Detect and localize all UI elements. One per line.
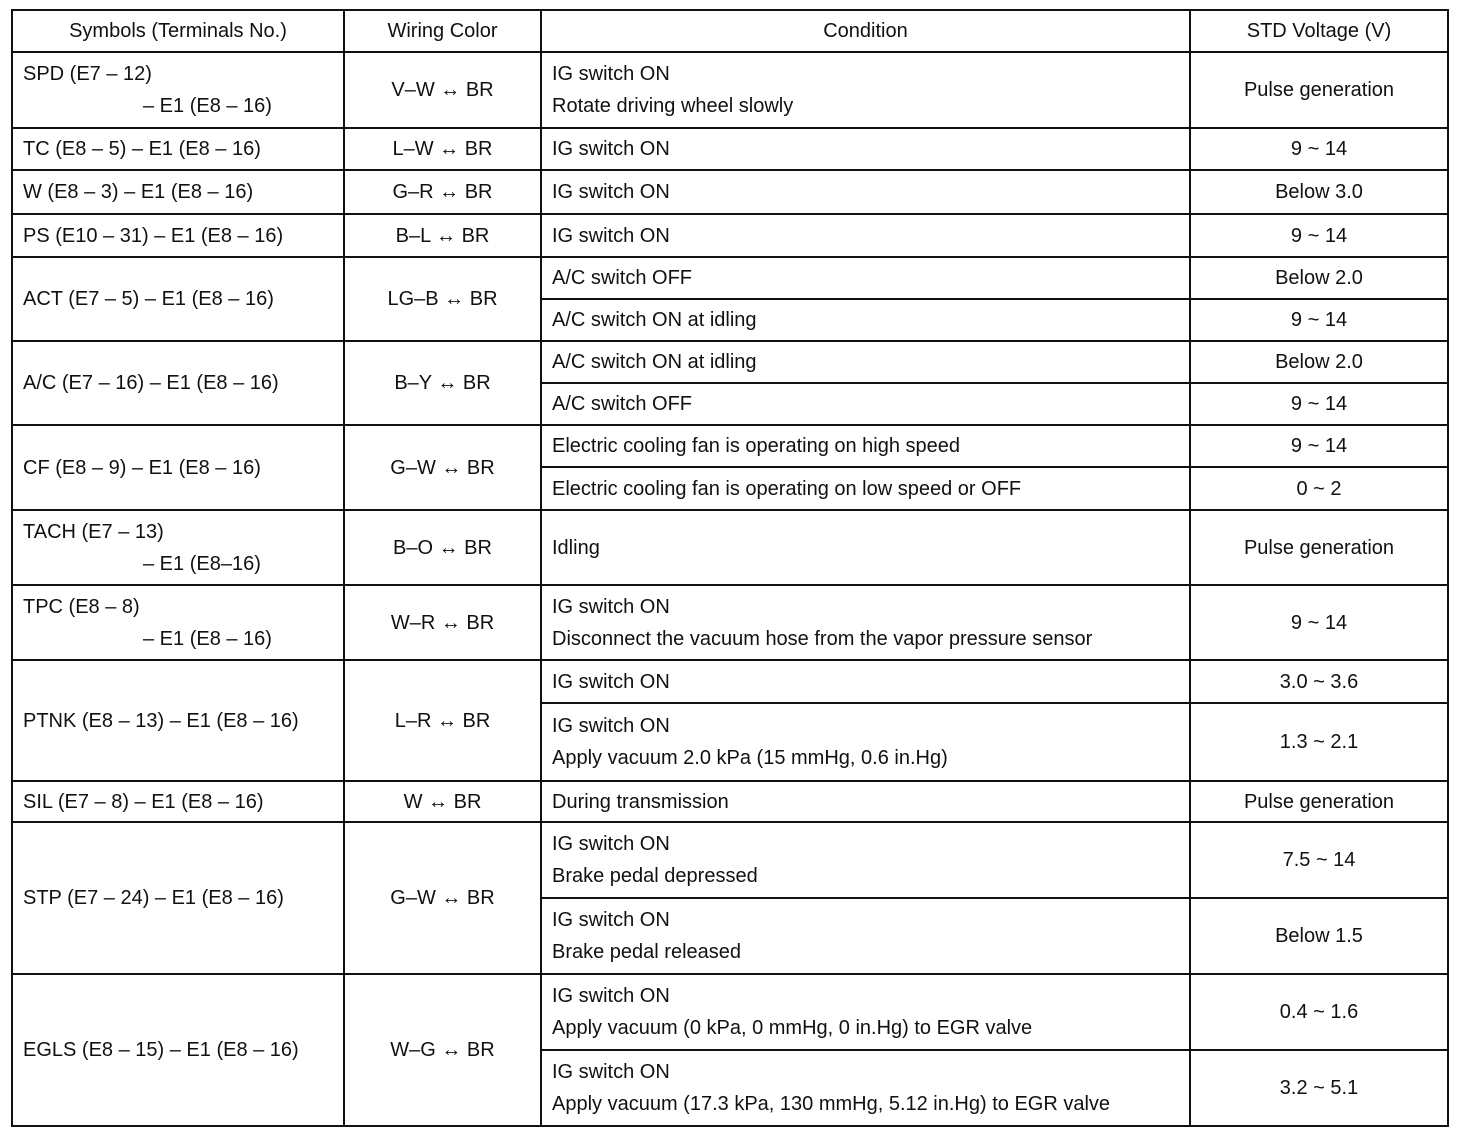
- std-voltage-cell: 9 ~ 14: [1190, 128, 1448, 170]
- condition-text: A/C switch OFF: [552, 393, 693, 415]
- table-row: [12, 425, 1448, 467]
- condition-cell: [541, 781, 1190, 822]
- std-voltage-cell: 7.5 ~ 14: [1190, 822, 1448, 898]
- table-row: [12, 52, 1448, 128]
- table-row: [12, 128, 1448, 170]
- condition-cell: [541, 214, 1190, 257]
- symbol-text: A/C (E7 – 16) – E1 (E8 – 16): [23, 372, 279, 394]
- table-row: [12, 585, 1448, 660]
- header-symbols: Symbols (Terminals No.): [12, 10, 344, 52]
- condition-cell: [541, 703, 1190, 781]
- condition-text: IG switch ON: [552, 1061, 670, 1083]
- wiring-color-cell: G–W ↔ BR: [344, 425, 541, 510]
- symbol-cell: [12, 781, 344, 822]
- table-row: [12, 974, 1448, 1050]
- table-body: [12, 52, 1448, 1126]
- std-voltage-cell: 9 ~ 14: [1190, 299, 1448, 341]
- symbol-text: SIL (E7 – 8) – E1 (E8 – 16): [23, 790, 264, 813]
- header-row: [12, 10, 1448, 52]
- condition-text: Apply vacuum (0 kPa, 0 mmHg, 0 in.Hg) to EGR valve: [552, 1017, 1033, 1039]
- symbol-text: TPC (E8 – 8): [23, 595, 140, 618]
- condition-cell: [541, 467, 1190, 510]
- std-voltage-cell: 0.4 ~ 1.6: [1190, 974, 1448, 1050]
- symbol-text: – E1 (E8 – 16): [143, 627, 272, 650]
- condition-cell: [541, 1050, 1190, 1126]
- condition-text: Electric cooling fan is operating on high speed: [552, 435, 961, 457]
- condition-cell: [541, 510, 1190, 585]
- wiring-color-cell: W–G ↔ BR: [344, 974, 541, 1126]
- condition-text: IG switch ON: [552, 985, 670, 1007]
- condition-text: IG switch ON: [552, 63, 670, 85]
- std-voltage-cell: Below 2.0: [1190, 341, 1448, 383]
- symbol-cell: [12, 660, 344, 781]
- condition-cell: [541, 299, 1190, 341]
- wiring-color-cell: LG–B ↔ BR: [344, 257, 541, 341]
- symbol-text: – E1 (E8 – 16): [143, 95, 272, 117]
- symbol-text: CF (E8 – 9) – E1 (E8 – 16): [23, 456, 261, 479]
- symbol-cell: [12, 52, 344, 128]
- condition-cell: [541, 52, 1190, 128]
- condition-text: IG switch ON: [552, 670, 670, 693]
- std-voltage-cell: 3.2 ~ 5.1: [1190, 1050, 1448, 1126]
- condition-cell: [541, 128, 1190, 170]
- table-row: [12, 257, 1448, 299]
- condition-cell: [541, 425, 1190, 467]
- symbol-cell: [12, 822, 344, 974]
- symbol-cell: [12, 257, 344, 341]
- symbol-text: STP (E7 – 24) – E1 (E8 – 16): [23, 887, 284, 909]
- condition-cell: [541, 585, 1190, 660]
- wiring-color-cell: G–W ↔ BR: [344, 822, 541, 974]
- table-row: [12, 822, 1448, 898]
- condition-text: A/C switch ON at idling: [552, 309, 757, 331]
- wiring-color-cell: W ↔ BR: [344, 781, 541, 822]
- table-row: [12, 214, 1448, 257]
- std-voltage-cell: Pulse generation: [1190, 781, 1448, 822]
- header-std-voltage: STD Voltage (V): [1190, 10, 1448, 52]
- wiring-color-cell: B–L ↔ BR: [344, 214, 541, 257]
- symbol-text: ACT (E7 – 5) – E1 (E8 – 16): [23, 288, 274, 310]
- symbol-cell: [12, 510, 344, 585]
- symbol-text: TACH (E7 – 13): [23, 520, 164, 543]
- symbol-text: PTNK (E8 – 13) – E1 (E8 – 16): [23, 709, 299, 732]
- symbol-cell: [12, 214, 344, 257]
- wiring-color-cell: V–W ↔ BR: [344, 52, 541, 128]
- wiring-color-cell: G–R ↔ BR: [344, 170, 541, 214]
- condition-cell: [541, 341, 1190, 383]
- symbol-cell: [12, 425, 344, 510]
- condition-text: A/C switch ON at idling: [552, 351, 757, 373]
- wiring-color-cell: L–W ↔ BR: [344, 128, 541, 170]
- symbol-text: W (E8 – 3) – E1 (E8 – 16): [23, 181, 254, 203]
- std-voltage-cell: Pulse generation: [1190, 510, 1448, 585]
- header-condition: Condition: [541, 10, 1190, 52]
- terminal-voltage-table: [11, 9, 1449, 1127]
- symbol-cell: [12, 585, 344, 660]
- condition-text: IG switch ON: [552, 909, 670, 931]
- std-voltage-cell: 9 ~ 14: [1190, 214, 1448, 257]
- std-voltage-cell: Below 3.0: [1190, 170, 1448, 214]
- symbol-text: PS (E10 – 31) – E1 (E8 – 16): [23, 224, 284, 247]
- wiring-color-cell: B–O ↔ BR: [344, 510, 541, 585]
- condition-text: IG switch ON: [552, 181, 670, 203]
- condition-text: Brake pedal depressed: [552, 865, 758, 887]
- std-voltage-cell: Pulse generation: [1190, 52, 1448, 128]
- condition-text: Electric cooling fan is operating on low speed or OFF: [552, 477, 1022, 500]
- symbol-text: TC (E8 – 5) – E1 (E8 – 16): [23, 138, 261, 160]
- condition-cell: [541, 822, 1190, 898]
- std-voltage-cell: 9 ~ 14: [1190, 425, 1448, 467]
- condition-text: Apply vacuum (17.3 kPa, 130 mmHg, 5.12 in.Hg) to EGR valve: [552, 1093, 1111, 1115]
- condition-text: IG switch ON: [552, 138, 670, 160]
- condition-cell: [541, 257, 1190, 299]
- symbol-cell: [12, 128, 344, 170]
- symbol-text: – E1 (E8–16): [143, 552, 261, 575]
- condition-cell: [541, 898, 1190, 974]
- symbol-text: SPD (E7 – 12): [23, 63, 152, 85]
- condition-text: Apply vacuum 2.0 kPa (15 mmHg, 0.6 in.Hg): [552, 747, 948, 769]
- condition-text: Disconnect the vacuum hose from the vapor pressure sensor: [552, 627, 1093, 650]
- table-row: [12, 510, 1448, 585]
- std-voltage-cell: Below 1.5: [1190, 898, 1448, 974]
- condition-cell: [541, 660, 1190, 703]
- table-row: [12, 660, 1448, 703]
- condition-text: Idling: [552, 536, 600, 559]
- table-row: [12, 781, 1448, 822]
- condition-text: During transmission: [552, 790, 729, 813]
- symbol-text: EGLS (E8 – 15) – E1 (E8 – 16): [23, 1039, 299, 1061]
- condition-text: Rotate driving wheel slowly: [552, 95, 794, 117]
- std-voltage-cell: 0 ~ 2: [1190, 467, 1448, 510]
- condition-cell: [541, 170, 1190, 214]
- condition-text: IG switch ON: [552, 595, 670, 618]
- condition-text: IG switch ON: [552, 833, 670, 855]
- std-voltage-cell: Below 2.0: [1190, 257, 1448, 299]
- condition-cell: [541, 974, 1190, 1050]
- condition-text: IG switch ON: [552, 224, 670, 247]
- std-voltage-cell: 3.0 ~ 3.6: [1190, 660, 1448, 703]
- table-row: [12, 170, 1448, 214]
- condition-text: IG switch ON: [552, 715, 670, 737]
- condition-text: A/C switch OFF: [552, 267, 693, 289]
- condition-text: Brake pedal released: [552, 941, 742, 963]
- symbol-cell: [12, 170, 344, 214]
- table-row: [12, 341, 1448, 383]
- symbol-cell: [12, 974, 344, 1126]
- wiring-color-cell: L–R ↔ BR: [344, 660, 541, 781]
- std-voltage-cell: 9 ~ 14: [1190, 585, 1448, 660]
- header-wiring-color: Wiring Color: [344, 10, 541, 52]
- wiring-color-cell: W–R ↔ BR: [344, 585, 541, 660]
- symbol-cell: [12, 341, 344, 425]
- std-voltage-cell: 9 ~ 14: [1190, 383, 1448, 425]
- std-voltage-cell: 1.3 ~ 2.1: [1190, 703, 1448, 781]
- wiring-color-cell: B–Y ↔ BR: [344, 341, 541, 425]
- condition-cell: [541, 383, 1190, 425]
